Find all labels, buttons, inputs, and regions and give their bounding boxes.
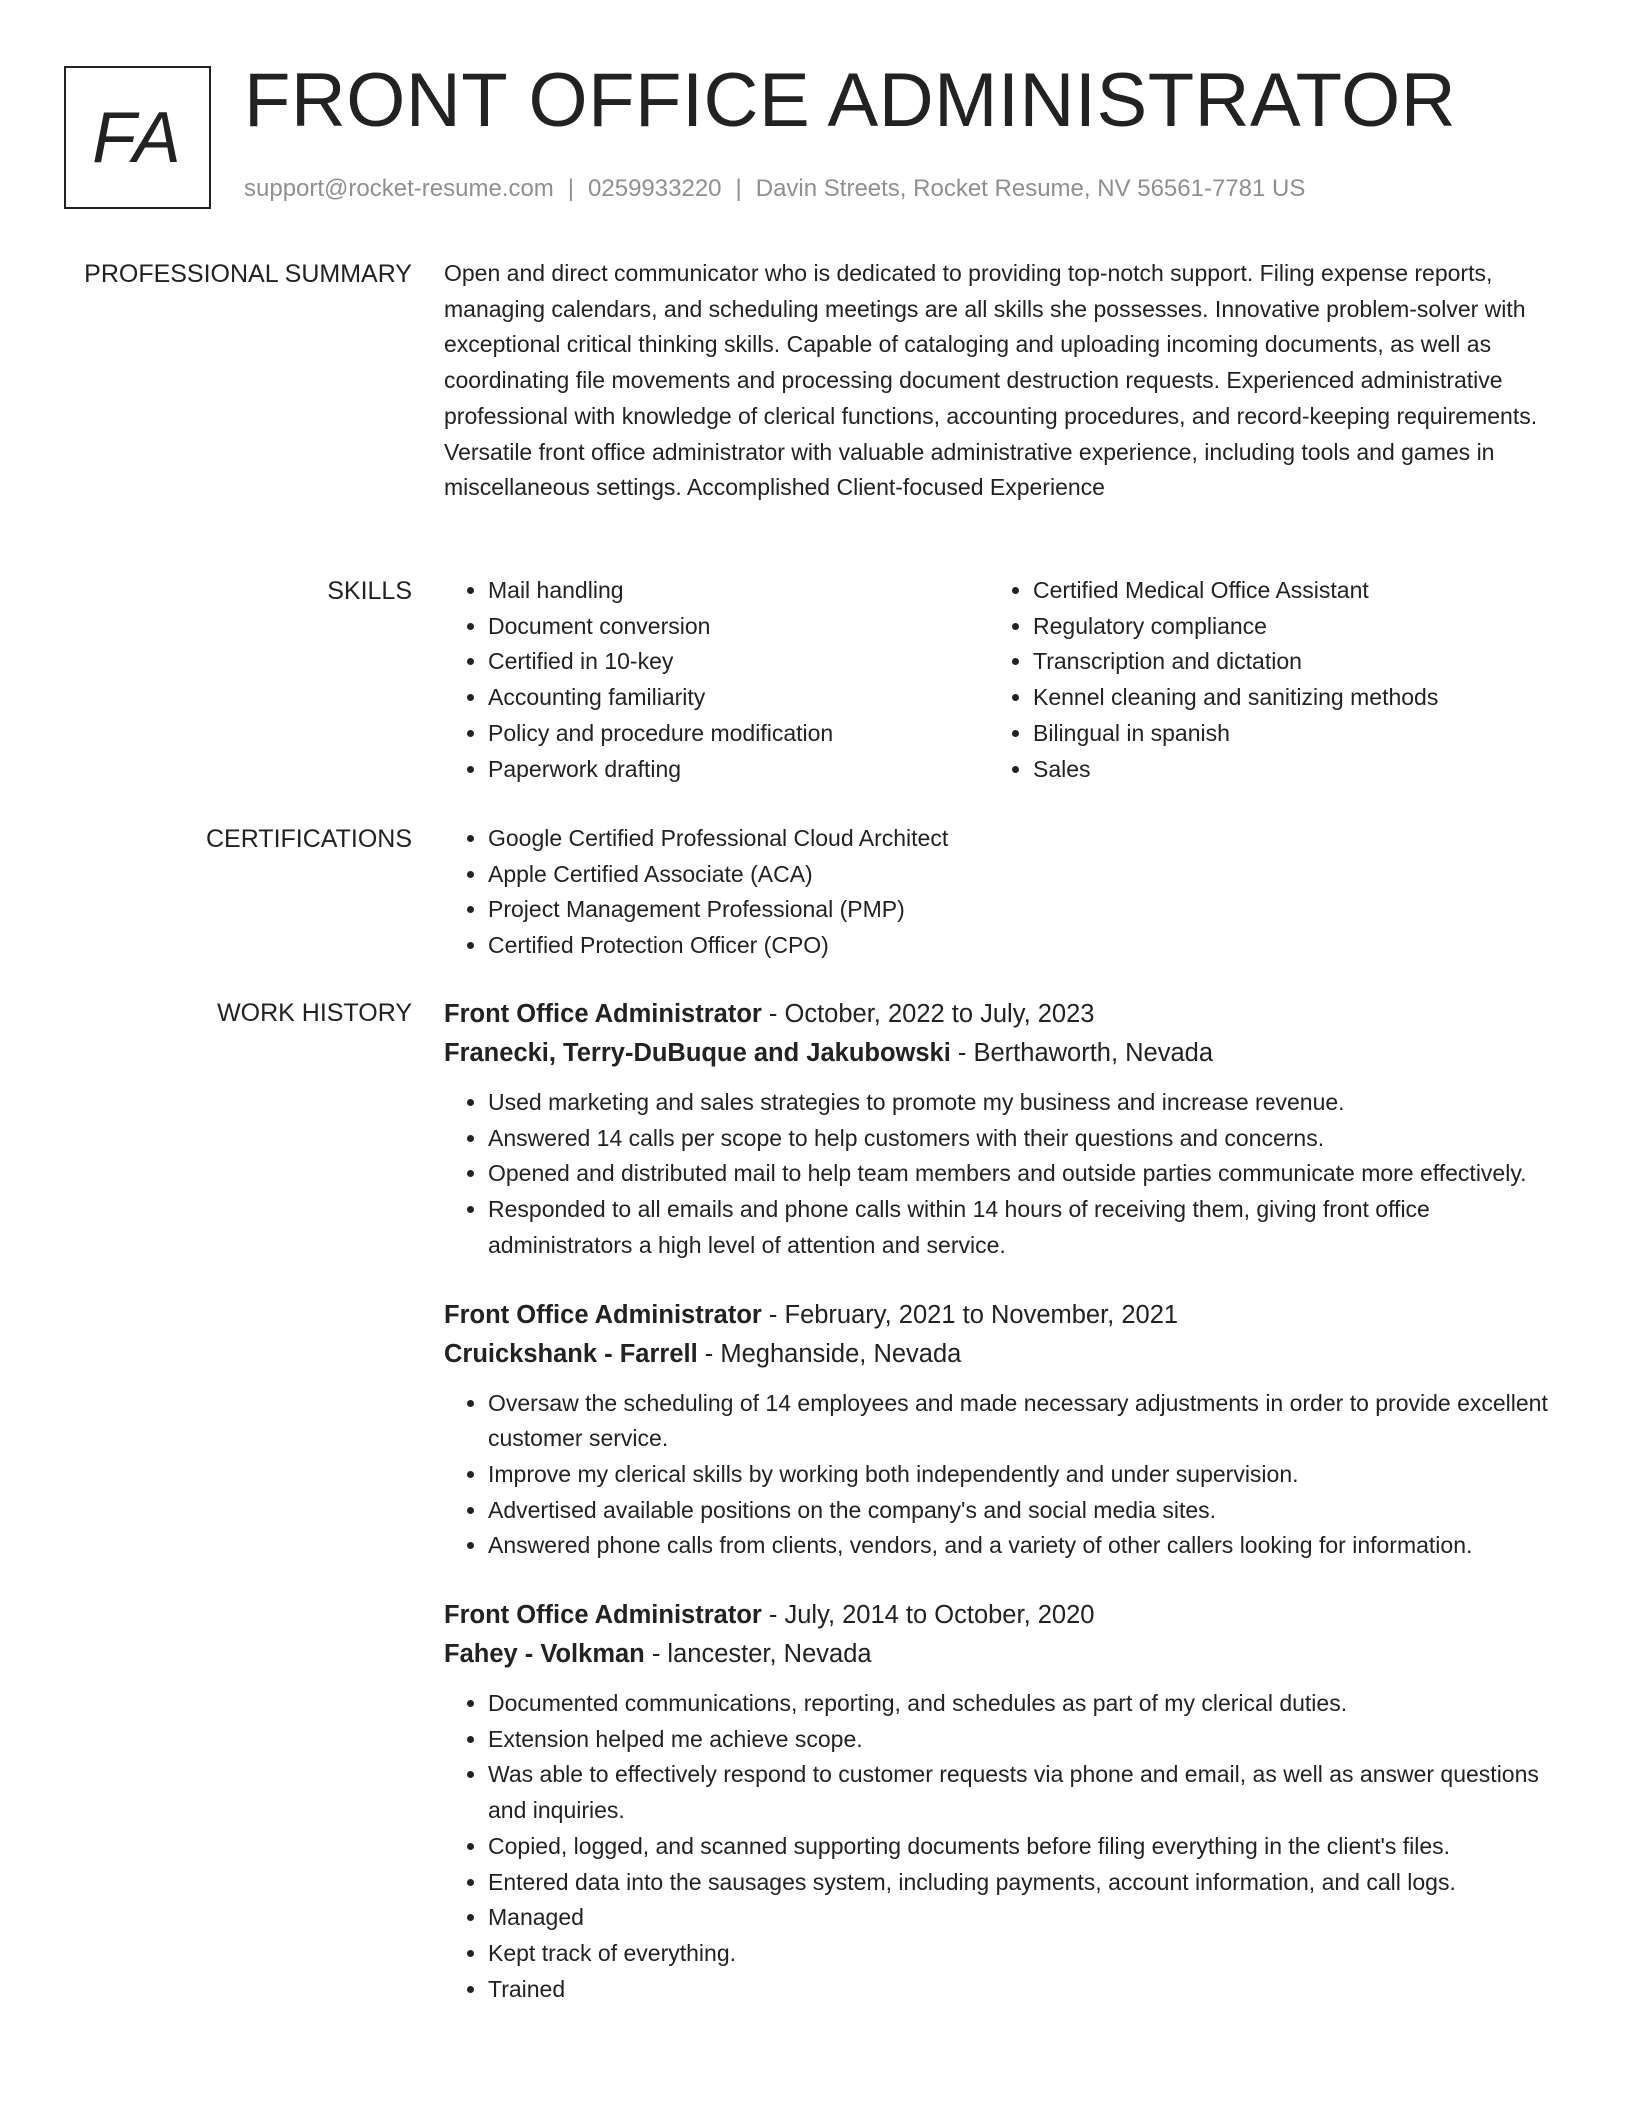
- email-text: support@rocket-resume.com: [244, 175, 554, 202]
- job-company-line: [444, 1635, 1559, 1674]
- job-bullet: • Extension helped me achieve scope.: [488, 1722, 1559, 1758]
- job-bullet: • Used marketing and sales strategies to promote my business and increase revenue.: [488, 1085, 1559, 1121]
- section-label-certifications: CERTIFICATIONS: [205, 825, 412, 853]
- contact-line: [244, 172, 1305, 206]
- job-dates: - February, 2021 to November, 2021: [761, 1300, 1179, 1329]
- job-title-line: [444, 1596, 1559, 1635]
- job-bullet: • Entered data into the sausages system, including payments, account information, and call logs.: [488, 1865, 1559, 1901]
- job-location: - Meghanside, Nevada: [697, 1339, 962, 1368]
- job-title-line: [444, 995, 1559, 1034]
- job-bullet: • Improve my clerical skills by working both independently and under supervision.: [488, 1457, 1559, 1493]
- job-location: - Berthaworth, Nevada: [950, 1039, 1214, 1067]
- job-bullet: • Managed: [488, 1900, 1559, 1936]
- job-company-line: [444, 1335, 1559, 1374]
- job-bullet: • Was able to effectively respond to customer requests via phone and email, as well as answer questions and inquiries.: [488, 1757, 1559, 1828]
- job-bullets: [444, 1686, 1559, 2007]
- phone-text: 0259933220: [588, 175, 722, 202]
- job-bullets: [444, 1085, 1559, 1264]
- skill-item: • Sales: [1033, 752, 1534, 788]
- job-bullet: • Kept track of everything.: [488, 1936, 1559, 1972]
- job-dates: - July, 2014 to October, 2020: [761, 1601, 1095, 1630]
- certification-item: • Google Certified Professional Cloud Architect: [488, 821, 1559, 857]
- job-entry: [444, 1596, 1559, 2007]
- work-history-list: [444, 995, 1559, 2039]
- contact-separator: |: [567, 175, 575, 202]
- job-title-line: [444, 1296, 1559, 1335]
- skill-item: • Document conversion: [488, 609, 989, 645]
- skill-item: • Paperwork drafting: [488, 752, 989, 788]
- skill-item: • Transcription and dictation: [1033, 644, 1534, 680]
- job-bullet: • Opened and distributed mail to help team members and outside parties communicate more effectively.: [488, 1156, 1559, 1192]
- skill-item: • Certified in 10-key: [488, 644, 989, 680]
- section-label-skills: SKILLS: [327, 577, 412, 605]
- job-title: Front Office Administrator: [444, 1601, 762, 1630]
- certification-item: • Project Management Professional (PMP): [488, 892, 1559, 928]
- section-label-summary: PROFESSIONAL SUMMARY: [84, 260, 412, 288]
- certification-item: • Apple Certified Associate (ACA): [488, 857, 1559, 893]
- skills-list-right: [989, 573, 1534, 787]
- skill-item: • Kennel cleaning and sanitizing methods: [1033, 680, 1534, 716]
- skill-item: • Policy and procedure modification: [488, 716, 989, 752]
- section-label-work-history: WORK HISTORY: [217, 999, 412, 1027]
- job-entry: [444, 995, 1559, 1264]
- certification-item: • Certified Protection Officer (CPO): [488, 928, 1559, 964]
- address-text: Davin Streets, Rocket Resume, NV 56561-7781 US: [755, 175, 1306, 202]
- job-location: - lancester, Nevada: [644, 1640, 872, 1669]
- skill-item: • Regulatory compliance: [1033, 609, 1534, 645]
- summary-text: Open and direct communicator who is dedicated to providing top-notch support. Filing expense reports, managing calendars, and scheduling meetings are all skills she possesses. Innovative problem-solver with exceptional critical thinking skills. Capable of cataloging and uploading incoming documents, as well as coordinating file movements and processing document destruction requests. Experienced administrative professional with knowledge of clerical functions, accounting procedures, and record-keeping requirements. Versatile front office administrator with valuable administrative experience, including tools and games in miscellaneous settings. Accomplished Client-focused Experience: [444, 260, 1538, 501]
- job-company-line: [444, 1034, 1559, 1073]
- job-bullet: • Answered phone calls from clients, vendors, and a variety of other callers looking for information.: [488, 1528, 1559, 1564]
- job-bullet: • Copied, logged, and scanned supporting documents before filing everything in the client's files.: [488, 1829, 1559, 1865]
- skill-item: • Bilingual in spanish: [1033, 716, 1534, 752]
- skill-item: • Accounting familiarity: [488, 680, 989, 716]
- job-company: Franecki, Terry-DuBuque and Jakubowski: [444, 1039, 951, 1067]
- skill-item: • Certified Medical Office Assistant: [1033, 573, 1534, 609]
- job-bullet: • Documented communications, reporting, and schedules as part of my clerical duties.: [488, 1686, 1559, 1722]
- job-bullet: • Trained: [488, 1972, 1559, 2008]
- job-bullet: • Advertised available positions on the company's and social media sites.: [488, 1493, 1559, 1529]
- certifications-list: [444, 821, 1559, 964]
- job-title: Front Office Administrator: [444, 1300, 762, 1329]
- contact-separator: |: [735, 175, 742, 202]
- job-bullet: • Responded to all emails and phone calls within 14 hours of receiving them, giving front office administrators a high level of attention and service.: [488, 1192, 1559, 1263]
- skills-list-left: [444, 573, 989, 787]
- skill-item: • Mail handling: [488, 573, 989, 609]
- initials-monogram: [64, 66, 211, 209]
- job-company: Cruickshank - Farrell: [444, 1339, 698, 1368]
- job-company: Fahey - Volkman: [444, 1640, 645, 1669]
- job-dates: - October, 2022 to July, 2023: [761, 1000, 1095, 1028]
- page-title: FRONT OFFICE ADMINISTRATOR: [244, 58, 1457, 143]
- job-entry: [444, 1296, 1559, 1565]
- job-bullet: • Answered 14 calls per scope to help customers with their questions and concerns.: [488, 1121, 1559, 1157]
- initials-text: FA: [92, 97, 183, 178]
- job-title: Front Office Administrator: [444, 1000, 762, 1028]
- skills-list: [444, 573, 1559, 787]
- job-bullet: • Oversaw the scheduling of 14 employees and made necessary adjustments in order to provide excellent customer service.: [488, 1386, 1559, 1457]
- job-bullets: [444, 1386, 1559, 1565]
